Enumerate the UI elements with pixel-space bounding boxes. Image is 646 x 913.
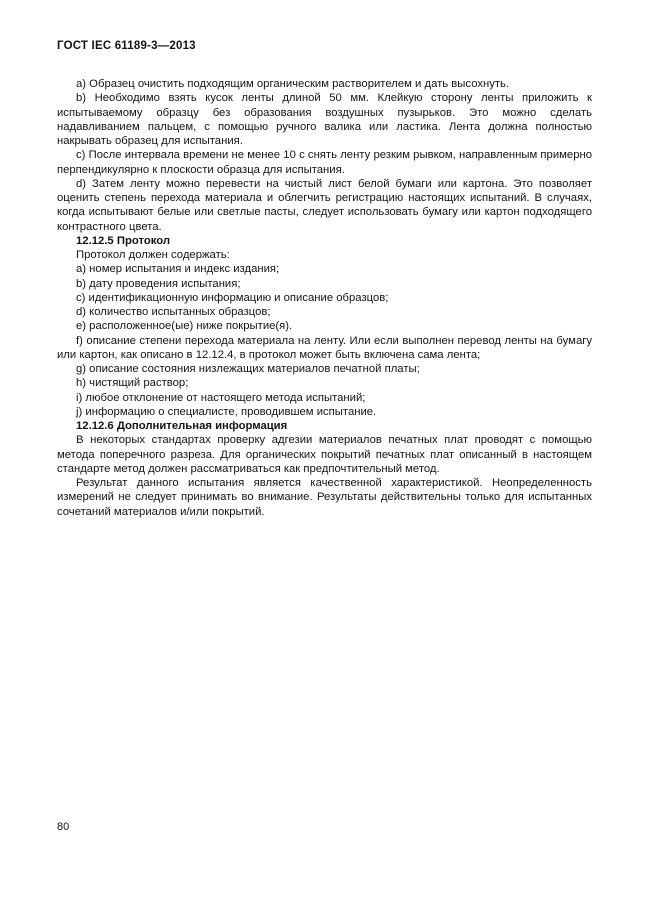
paragraph: i) любое отклонение от настоящего метода испытаний;	[76, 391, 366, 404]
section-heading: 12.12.5 Протокол	[76, 234, 171, 247]
paragraph: e) расположенное(ые) ниже покрытие(я).	[76, 320, 293, 333]
paragraph: a) номер испытания и индекс издания;	[76, 263, 280, 276]
paragraph: j) информацию о специалисте, проводившем испытание.	[76, 405, 377, 418]
paragraph: d) Затем ленту можно перевести на чистый лист белой бумаги или картона. Это позволяет оценить степень перехода материала и облегчить регистрацию настоящих испытаний. В случаях, когда испытывают белые или светлые пасты, следует использовать бумагу или картон подходящего контрастного цвета.	[57, 177, 592, 233]
paragraph: В некоторых стандартах проверку адгезии материалов печатных плат проводят с помощью метода поперечного разреза. Для органических покрытий печатных плат описанный в настоящем стандарте метод должен рассматриваться как предпочтительный метод.	[57, 434, 592, 475]
paragraph: h) чистящий раствор;	[76, 377, 189, 390]
page-number: 80	[57, 821, 70, 833]
paragraph: a) Образец очистить подходящим органическим растворителем и дать высохнуть.	[76, 78, 510, 90]
paragraph: b) дату проведения испытания;	[76, 277, 241, 290]
running-header: ГОСТ IEC 61189-3—2013	[57, 40, 196, 52]
paragraph: Протокол должен содержать:	[76, 249, 230, 261]
document-body	[57, 77, 592, 519]
paragraph: f) описание степени перехода материала на ленту. Или если выполнен перевод ленты на бумагу или картон, как описано в 12.12.4, в протокол может быть включена сама лента;	[57, 334, 592, 361]
paragraph: Результат данного испытания является качественной характеристикой. Неопределенность измерений не следует принимать во внимание. Результаты действительны только для испытанных сочетаний материалов и/или покрытий.	[57, 477, 592, 518]
paragraph: d) количество испытанных образцов;	[76, 306, 271, 318]
paragraph: b) Необходимо взять кусок ленты длиной 50 мм. Клейкую сторону ленты приложить к испытываемому образцу без образования воздушных пузырьков. Это можно сделать надавливанием пальцем, с помощью ручного валика или ластика. Лента должна полностью накрывать образец для испытания.	[57, 92, 592, 147]
paragraph: c) После интервала времени не менее 10 с снять ленту резким рывком, направленным примерно перпендикулярно к плоскости образца для испытания.	[57, 149, 592, 176]
paragraph: g) описание состояния низлежащих материалов печатной платы;	[76, 363, 420, 375]
paragraph: c) идентификационную информацию и описание образцов;	[76, 291, 389, 304]
section-heading: 12.12.6 Дополнительная информация	[76, 420, 288, 432]
